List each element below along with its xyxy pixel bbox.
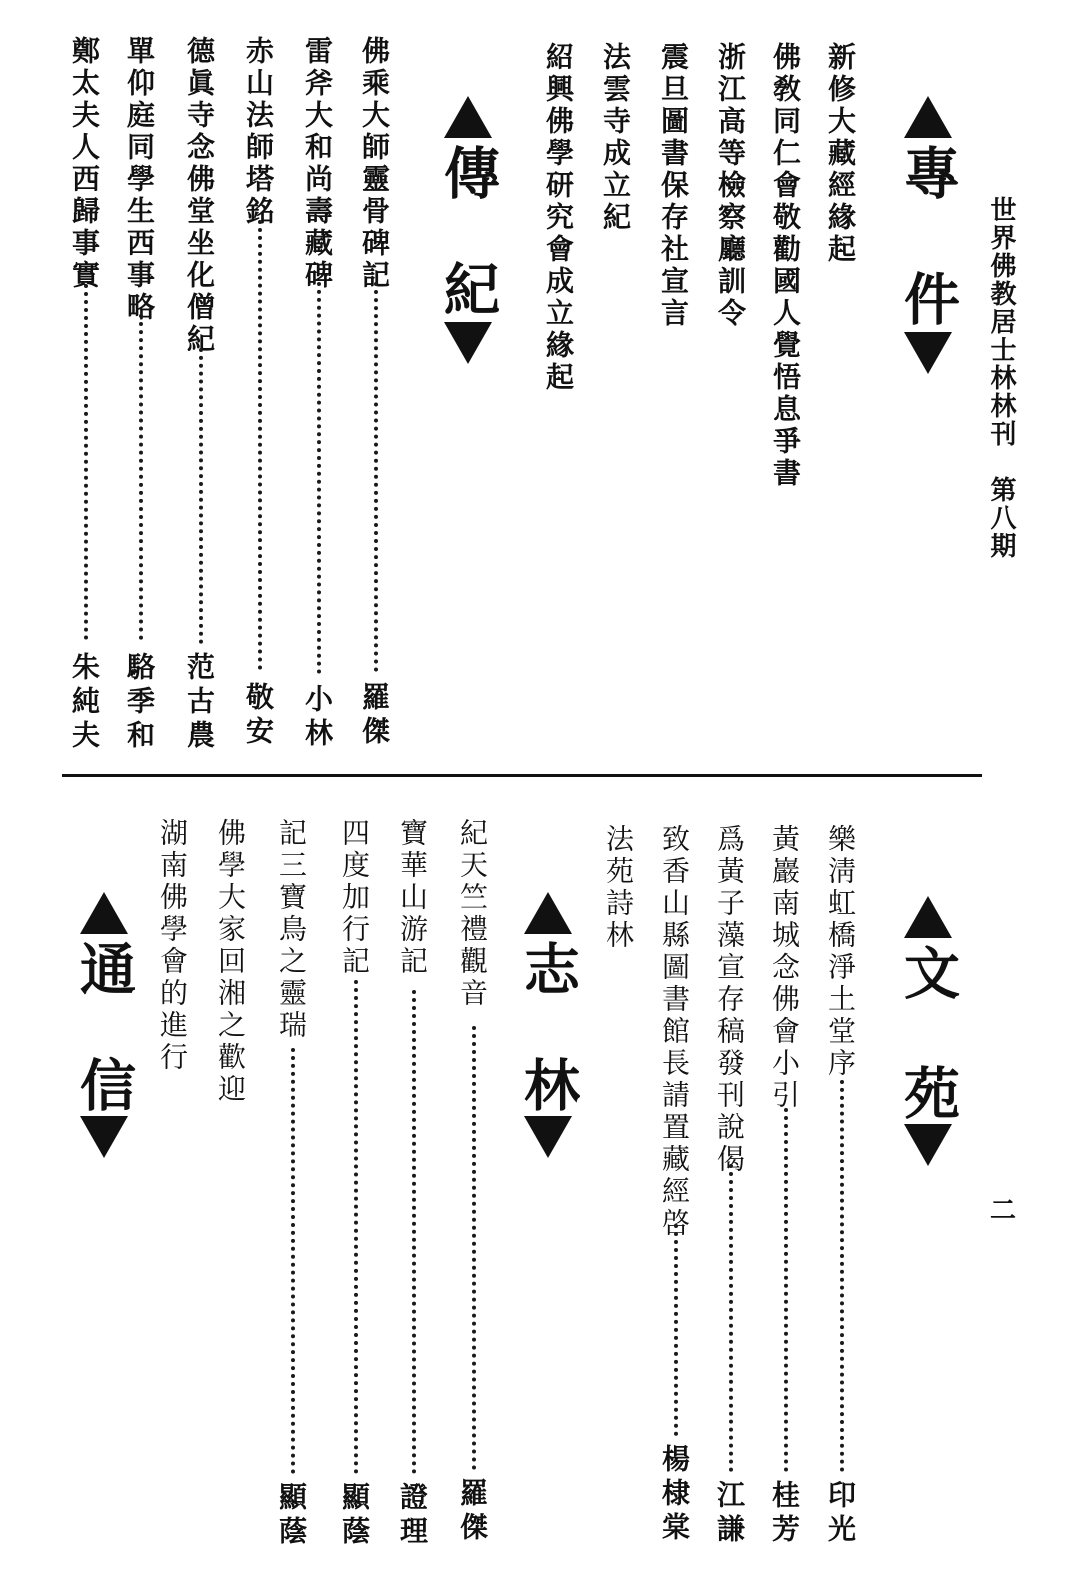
- toc-entry-author: 范古農: [183, 652, 216, 754]
- triangle-up-icon: [524, 892, 572, 934]
- triangle-down-icon: [80, 1116, 128, 1158]
- toc-entry-title: 震旦圖書保存社宣言: [657, 42, 690, 330]
- leader-dots: [412, 990, 416, 1474]
- leader-dots: [840, 1080, 844, 1472]
- toc-entry-title: 法雲寺成立紀: [599, 42, 632, 234]
- triangle-down-icon: [524, 1116, 572, 1158]
- heading-char-bottom: 件: [895, 270, 961, 326]
- toc-entry-title: 紹興佛學研究會成立緣起: [542, 42, 575, 394]
- toc-entry-title: 佛敎同仁會敬勸國人覺悟息爭書: [769, 42, 802, 490]
- toc-entry-title: 樂淸虹橋淨土堂序: [824, 824, 857, 1080]
- section-divider: [62, 774, 982, 777]
- section-heading-wenyuan: [895, 896, 961, 1166]
- leader-dots: [199, 348, 203, 644]
- toc-entry-title: 致香山縣圖書館長請置藏經啓: [658, 824, 691, 1240]
- toc-entry-author: 顯蔭: [338, 1482, 371, 1550]
- heading-char-bottom: 林: [515, 1056, 581, 1112]
- toc-entry-title: 德眞寺念佛堂坐化僧紀: [183, 36, 216, 356]
- toc-entry-title: 雷斧大和尚壽藏碑: [301, 36, 334, 292]
- toc-entry-title: 紀天竺禮觀音: [456, 818, 489, 1010]
- toc-entry-author: 小林: [301, 684, 334, 752]
- section-heading-zhuanji: [435, 96, 501, 364]
- leader-dots: [674, 1224, 678, 1436]
- running-head: [988, 196, 1014, 560]
- heading-char-top: 專: [895, 144, 961, 200]
- toc-entry-author: 楊棣棠: [658, 1444, 691, 1546]
- heading-char-bottom: 紀: [435, 260, 501, 316]
- section-heading-tongxin: [71, 892, 137, 1158]
- page-number: 二: [990, 1196, 1017, 1226]
- leader-dots: [139, 314, 143, 640]
- toc-entry-title: 赤山法師塔銘: [242, 36, 275, 228]
- triangle-down-icon: [904, 332, 952, 374]
- toc-entry-title: 記三寶鳥之靈瑞: [275, 818, 308, 1042]
- toc-entry-title: 法苑詩林: [602, 824, 635, 952]
- toc-entry-author: 敬安: [242, 682, 275, 750]
- toc-entry-title: 鄭太夫人西歸事實: [68, 36, 101, 292]
- toc-entry-title: 四度加行記: [338, 818, 371, 978]
- heading-char-top: 文: [895, 944, 961, 1000]
- leader-dots: [291, 1048, 295, 1474]
- heading-char-top: 志: [515, 940, 581, 996]
- toc-entry-title: 湖南佛學會的進行: [156, 818, 189, 1074]
- toc-entry-title: 寶華山游記: [396, 818, 429, 978]
- running-head-title: 世界佛教居士林林刊: [986, 196, 1016, 448]
- heading-char-top: 通: [71, 940, 137, 996]
- triangle-down-icon: [904, 1124, 952, 1166]
- toc-entry-author: 江謙: [713, 1480, 746, 1548]
- toc-entry-title: 新修大藏經緣起: [824, 42, 857, 266]
- toc-entry-author: 駱季和: [123, 652, 156, 754]
- leader-dots: [374, 282, 378, 672]
- heading-char-bottom: 苑: [895, 1064, 961, 1120]
- running-head-issue: 第八期: [986, 476, 1016, 560]
- toc-entry-title: 浙江高等檢察廳訓令: [714, 42, 747, 330]
- toc-entry-author: 證理: [396, 1482, 429, 1550]
- section-heading-zhilin: [515, 892, 581, 1158]
- toc-entry-title: 單仰庭同學生西事略: [123, 36, 156, 324]
- leader-dots: [317, 282, 321, 674]
- section-heading-zhuanjian: [895, 96, 961, 374]
- leader-dots: [258, 220, 262, 670]
- toc-entry-author: 桂芳: [768, 1480, 801, 1548]
- toc-entry-title: 爲黃子藻宣存稿發刊說偈: [713, 824, 746, 1176]
- toc-entry-author: 印光: [824, 1480, 857, 1548]
- triangle-up-icon: [904, 896, 952, 938]
- leader-dots: [84, 284, 88, 640]
- triangle-up-icon: [904, 96, 952, 138]
- toc-entry-title: 黃巖南城念佛會小引: [768, 824, 801, 1112]
- toc-entry-author: 朱純夫: [68, 652, 101, 754]
- triangle-up-icon: [444, 96, 492, 138]
- leader-dots: [729, 1164, 733, 1472]
- toc-entry-author: 顯蔭: [275, 1482, 308, 1550]
- leader-dots: [784, 1108, 788, 1472]
- triangle-down-icon: [444, 322, 492, 364]
- heading-char-top: 傳: [435, 144, 501, 200]
- triangle-up-icon: [80, 892, 128, 934]
- toc-entry-title: 佛學大家回湘之歡迎: [214, 818, 247, 1106]
- heading-char-bottom: 信: [71, 1056, 137, 1112]
- toc-entry-author: 羅傑: [456, 1478, 489, 1546]
- toc-entry-author: 羅傑: [358, 682, 391, 750]
- toc-entry-title: 佛乘大師靈骨碑記: [358, 36, 391, 292]
- leader-dots: [354, 980, 358, 1474]
- leader-dots: [472, 1026, 476, 1470]
